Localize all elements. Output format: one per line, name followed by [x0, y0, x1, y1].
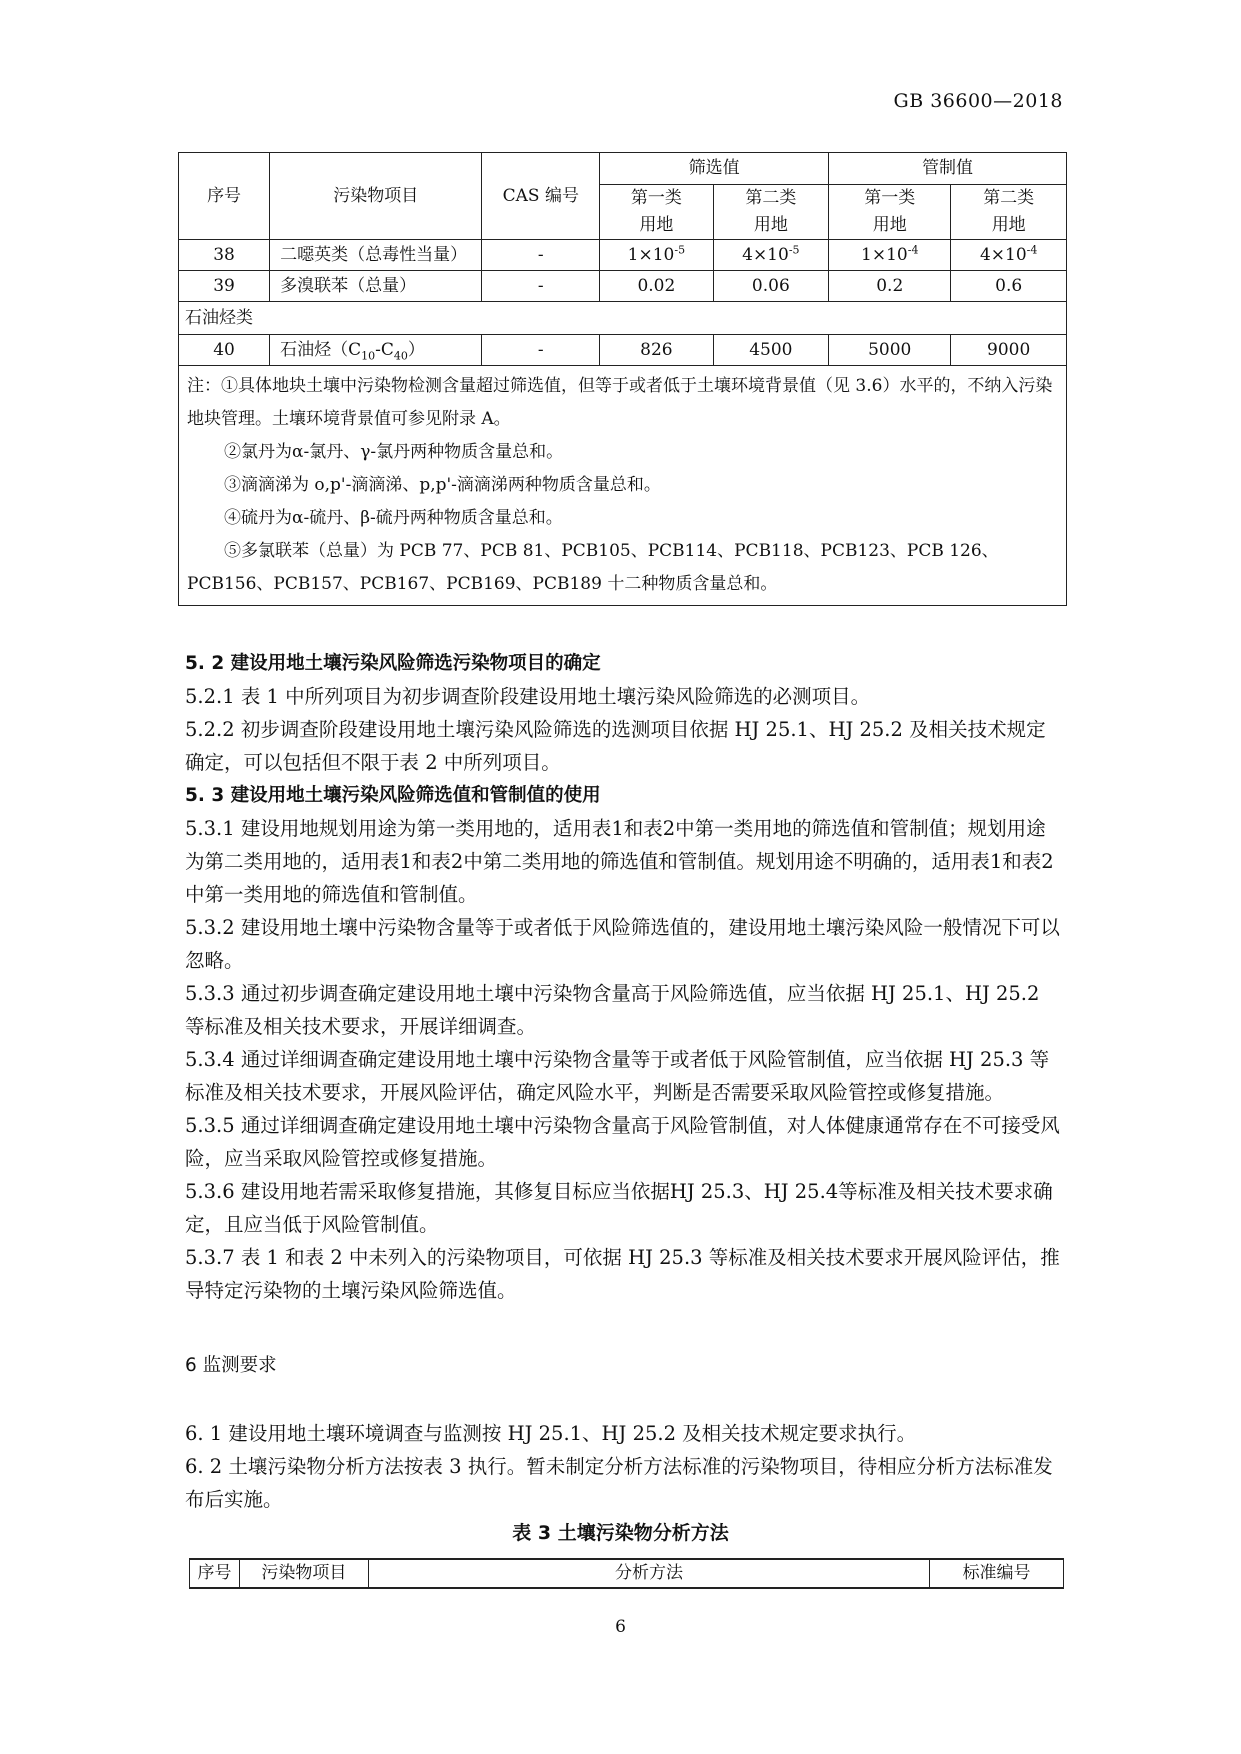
page-number: 6 [615, 1617, 626, 1637]
standard-code: GB 36600—2018 [893, 90, 1063, 112]
para-6-2: 6. 2 土壤污染物分析方法按表 3 执行。暂未制定分析方法标准的污染物项目，待相应分析方法标准发布后实施。 [185, 1455, 1053, 1511]
cell-no: 38 [179, 240, 270, 271]
table-row [179, 240, 1067, 271]
cell-s2: 0.06 [713, 271, 829, 302]
t3-header-item: 污染物项目 [239, 1559, 368, 1588]
note-2: ②氯丹为α-氯丹、γ-氯丹两种物质含量总和。 [224, 442, 564, 462]
note-1: 注：①具体地块土壤中污染物检测含量超过筛选值，但等于或者低于土壤环境背景值（见 3.6）水平的，不纳入污染地块管理。土壤环境背景值可参见附录 A。 [187, 376, 1053, 429]
para-5-3-4: 5.3.4 通过详细调查确定建设用地土壤中污染物含量等于或者低于风险管制值，应当依据 HJ 25.3 等标准及相关技术要求，开展风险评估，确定风险水平，判断是否需要采取风险管控或修复措施。 [185, 1048, 1050, 1104]
table-row [179, 335, 1067, 366]
heading-5-3: 5. 3 建设用地土壤污染风险筛选值和管制值的使用 [185, 785, 601, 806]
table-row [179, 271, 1067, 302]
para-5-2-2: 5.2.2 初步调查阶段建设用地土壤污染风险筛选的选测项目依据 HJ 25.1、HJ 25.2 及相关技术规定确定，可以包括但不限于表 2 中所列项目。 [185, 718, 1046, 774]
cell-cas: - [482, 240, 600, 271]
para-5-3-1: 5.3.1 建设用地规划用途为第一类用地的，适用表1和表2中第一类用地的筛选值和管制值；规划用途为第二类用地的，适用表1和表2中第二类用地的筛选值和管制值。规划用途不明确的，适用表1和表2中第一类用地的筛选值和管制值。 [185, 817, 1054, 906]
cell-c2: $4\times 10^{-4}$ [951, 240, 1067, 271]
table-3 [189, 1558, 1064, 1589]
cell-s1: 0.02 [600, 271, 713, 302]
cell-s2: $4\times 10^{-5}$ [713, 240, 829, 271]
table-notes [179, 366, 1067, 606]
cell-c2: 9000 [951, 335, 1067, 366]
table-2-continued [178, 152, 1067, 606]
para-5-3-5: 5.3.5 通过详细调查确定建设用地土壤中污染物含量高于风险管制值，对人体健康通常存在不可接受风险，应当采取风险管控或修复措施。 [185, 1114, 1060, 1170]
table-header-row-1 [179, 153, 1067, 185]
para-6-1: 6. 1 建设用地土壤环境调查与监测按 HJ 25.1、HJ 25.2 及相关技术规定要求执行。 [185, 1422, 917, 1445]
cell-cas: - [482, 271, 600, 302]
note-4: ④硫丹为α-硫丹、β-硫丹两种物质含量总和。 [224, 508, 563, 528]
header-control-class2: 第二类 用地 [951, 185, 1067, 240]
header-item: 污染物项目 [270, 153, 482, 240]
header-control-class1: 第一类 用地 [829, 185, 951, 240]
section-6-heading [185, 1349, 1061, 1382]
header-cas: CAS 编号 [482, 153, 600, 240]
table-category-row [179, 302, 1067, 335]
cell-name: 多溴联苯（总量） [270, 271, 482, 302]
para-5-3-3: 5.3.3 通过初步调查确定建设用地土壤中污染物含量高于风险筛选值，应当依据 HJ 25.1、HJ 25.2 等标准及相关技术要求，开展详细调查。 [185, 982, 1040, 1038]
t3-header-method: 分析方法 [368, 1559, 929, 1588]
cell-s2: 4500 [713, 335, 829, 366]
t3-header-standard: 标准编号 [930, 1559, 1064, 1588]
section-5-body [185, 647, 1061, 1307]
header-control: 管制值 [829, 153, 1067, 185]
t3-header-serial: 序号 [190, 1559, 240, 1588]
cell-c1: 0.2 [829, 271, 951, 302]
header-serial: 序号 [179, 153, 270, 240]
header-screening-class1: 第一类 用地 [600, 185, 713, 240]
category-label: 石油烃类 [179, 302, 1067, 335]
cell-c1: 5000 [829, 335, 951, 366]
note-5: ⑤多氯联苯（总量）为 PCB 77、PCB 81、PCB105、PCB114、PCB118、PCB123、PCB 126、PCB156、PCB157、PCB167、PCB169、PCB189 十二种物质含量总和。 [187, 541, 999, 594]
para-5-3-7: 5.3.7 表 1 和表 2 中未列入的污染物项目，可依据 HJ 25.3 等标准及相关技术要求开展风险评估，推导特定污染物的土壤污染风险筛选值。 [185, 1246, 1060, 1302]
cell-name: 二噁英类（总毒性当量） [270, 240, 482, 271]
cell-name: 石油烃$(C_{10}-C_{40})$ [270, 335, 482, 366]
header-screening-class2: 第二类 用地 [713, 185, 829, 240]
heading-6: 6 监测要求 [185, 1355, 277, 1376]
cell-no: 39 [179, 271, 270, 302]
note-3: ③滴滴涕为 o,p'-滴滴涕、p,p'-滴滴涕两种物质含量总和。 [224, 475, 661, 495]
cell-no: 40 [179, 335, 270, 366]
para-5-2-1: 5.2.1 表 1 中所列项目为初步调查阶段建设用地土壤污染风险筛选的必测项目。 [185, 685, 871, 708]
header-screening: 筛选值 [600, 153, 829, 185]
para-5-3-2: 5.3.2 建设用地土壤中污染物含量等于或者低于风险筛选值的，建设用地土壤污染风险一般情况下可以忽略。 [185, 916, 1060, 972]
cell-s1: 826 [600, 335, 713, 366]
cell-c1: $1\times 10^{-4}$ [829, 240, 951, 271]
cell-c2: 0.6 [951, 271, 1067, 302]
cell-cas: - [482, 335, 600, 366]
table-3-header-row [190, 1559, 1064, 1588]
para-5-3-6: 5.3.6 建设用地若需采取修复措施，其修复目标应当依据HJ 25.3、HJ 25.4等标准及相关技术要求确定，且应当低于风险管制值。 [185, 1180, 1053, 1236]
table-3-title: 表 3 土壤污染物分析方法 [512, 1522, 729, 1544]
table-notes-row [179, 366, 1067, 606]
section-6-body [185, 1417, 1061, 1516]
heading-5-2: 5. 2 建设用地土壤污染风险筛选污染物项目的确定 [185, 653, 601, 674]
cell-s1: $1\times 10^{-5}$ [600, 240, 713, 271]
